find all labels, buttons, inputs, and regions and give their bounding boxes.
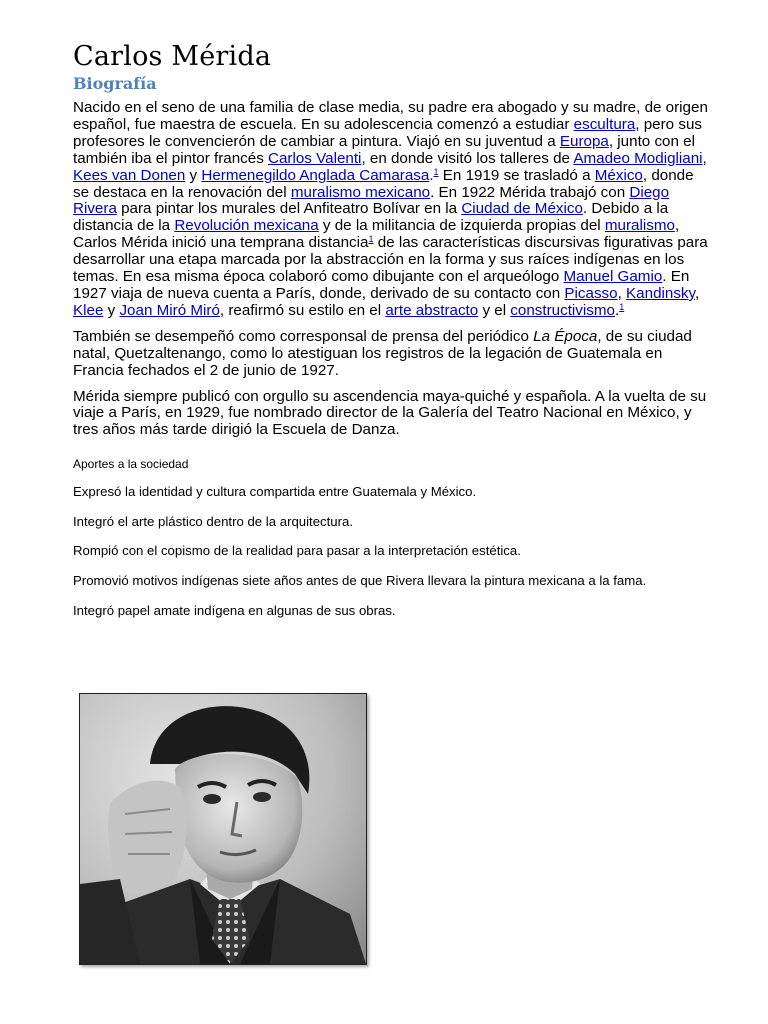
wiki-link[interactable]: Carlos Valenti xyxy=(268,149,362,167)
aportes-list xyxy=(73,484,713,618)
text-run: , de su ciudad natal, Quetzaltenango, como lo atestiguan los registros de la legación de Guatemala en Francia fechados el 2 de junio de 1927. xyxy=(73,327,692,379)
text-run: para pintar los murales del Anfiteatro Bolívar en la xyxy=(116,200,462,218)
text-run: También se desempeñó como corresponsal de prensa del periódico xyxy=(73,327,534,345)
wiki-link[interactable]: Kees van Donen xyxy=(73,166,186,184)
wiki-link[interactable]: Joan Miró Miró xyxy=(119,301,220,319)
biography-paragraph-3: Mérida siempre publicó con orgullo su ascendencia maya-quiché y española. A la vuelta de su viaje a París, en 1929, fue nombrado director de la Galería del Teatro Nacional en México, y tres años más tarde dirigió la Escuela de Danza. xyxy=(73,387,707,439)
wiki-link[interactable]: Amadeo Modigliani xyxy=(573,149,703,167)
portrait-image xyxy=(80,694,366,964)
text-run: , junto con el también iba el pintor francés xyxy=(73,132,695,167)
text-run: , en donde visitó los talleres de xyxy=(361,149,574,167)
biography-paragraph-2 xyxy=(73,329,713,380)
text-run: y xyxy=(103,301,120,319)
text-run: , reafirmó su estilo en el xyxy=(219,301,386,319)
aporte-item: Integró el arte plástico dentro de la arquitectura. xyxy=(73,513,354,529)
text-run: , donde se destaca en la renovación del xyxy=(73,166,694,201)
text-run: y xyxy=(185,166,202,184)
aportes-heading: Aportes a la sociedad xyxy=(73,457,189,472)
wiki-link[interactable]: Hermenegildo Anglada Camarasa xyxy=(201,166,430,184)
text-run: , xyxy=(702,149,707,167)
footnote-link[interactable]: 1 xyxy=(619,301,625,312)
footnote-link[interactable]: 1 xyxy=(433,166,439,177)
section-heading-biografia: Biografía xyxy=(73,74,157,93)
wiki-link[interactable]: Diego Rivera xyxy=(73,183,670,218)
portrait-photo xyxy=(79,693,367,965)
wiki-link[interactable]: Revolución mexicana xyxy=(174,217,319,235)
aporte-item: Expresó la identidad y cultura compartida entre Guatemala y México. xyxy=(73,484,477,500)
text-run: de las características discursivas figurativas para desarrollar una etapa marcada por la abstracción en la forma y sus raíces indígenas en los temas. En esa misma época colaboró como dibujante con el arqueólogo xyxy=(73,234,708,286)
text-run: , xyxy=(617,284,627,302)
footnote-ref xyxy=(619,302,624,312)
text-run: . xyxy=(614,301,620,319)
wiki-link[interactable]: Europa xyxy=(559,132,609,150)
text-run: , xyxy=(695,284,700,302)
wiki-link[interactable]: Klee xyxy=(73,301,104,319)
document-page xyxy=(73,40,713,632)
wiki-link[interactable]: muralismo xyxy=(604,217,675,235)
text-run: . En 1922 Mérida trabajó con xyxy=(430,183,630,201)
italic-text: La Época xyxy=(533,327,598,345)
aporte-item: Rompió con el copismo de la realidad para pasar a la interpretación estética. xyxy=(73,543,521,559)
aporte-item: Integró papel amate indígena en algunas de sus obras. xyxy=(73,602,396,618)
text-run: . En 1927 viaja de nueva cuenta a París, donde, derivado de su contacto con xyxy=(73,268,690,302)
wiki-link[interactable]: México xyxy=(594,166,643,184)
wiki-link[interactable]: escultura xyxy=(573,115,636,133)
wiki-link[interactable]: arte abstracto xyxy=(385,301,479,319)
aporte-item: Promovió motivos indígenas siete años antes de que Rivera llevara la pintura mexicana a la fama. xyxy=(73,573,647,588)
wiki-link[interactable]: muralismo mexicano xyxy=(290,183,431,201)
text-run: Nacido en el seno de una familia de clase media, su padre era abogado y su madre, de origen español, fue maestra de escuela. En su adolescencia comenzó a estudiar xyxy=(73,99,708,133)
footnote-link[interactable]: 1 xyxy=(368,234,374,245)
text-run: . xyxy=(429,166,434,184)
wiki-link[interactable]: constructivismo xyxy=(510,301,615,319)
text-run: . Debido a la distancia de la xyxy=(73,200,669,235)
text-run: , Carlos Mérida inició una temprana distancia xyxy=(73,217,680,252)
page-title: Carlos Mérida xyxy=(73,41,272,72)
wiki-link[interactable]: Kandinsky xyxy=(626,284,695,302)
text-run: , pero sus profesores le convencierón de cambiar a pintura. Viajó en su juventud a xyxy=(73,115,702,150)
wiki-link[interactable]: Picasso xyxy=(564,284,618,302)
wiki-link[interactable]: Manuel Gamio xyxy=(563,268,663,286)
text-run: y el xyxy=(478,301,511,319)
text-run: y de la militancia de izquierda propias del xyxy=(318,217,605,235)
wiki-link[interactable]: Ciudad de México xyxy=(461,200,583,218)
biography-paragraph-1 xyxy=(73,100,713,320)
text-run: En 1919 se trasladó a xyxy=(438,166,595,184)
